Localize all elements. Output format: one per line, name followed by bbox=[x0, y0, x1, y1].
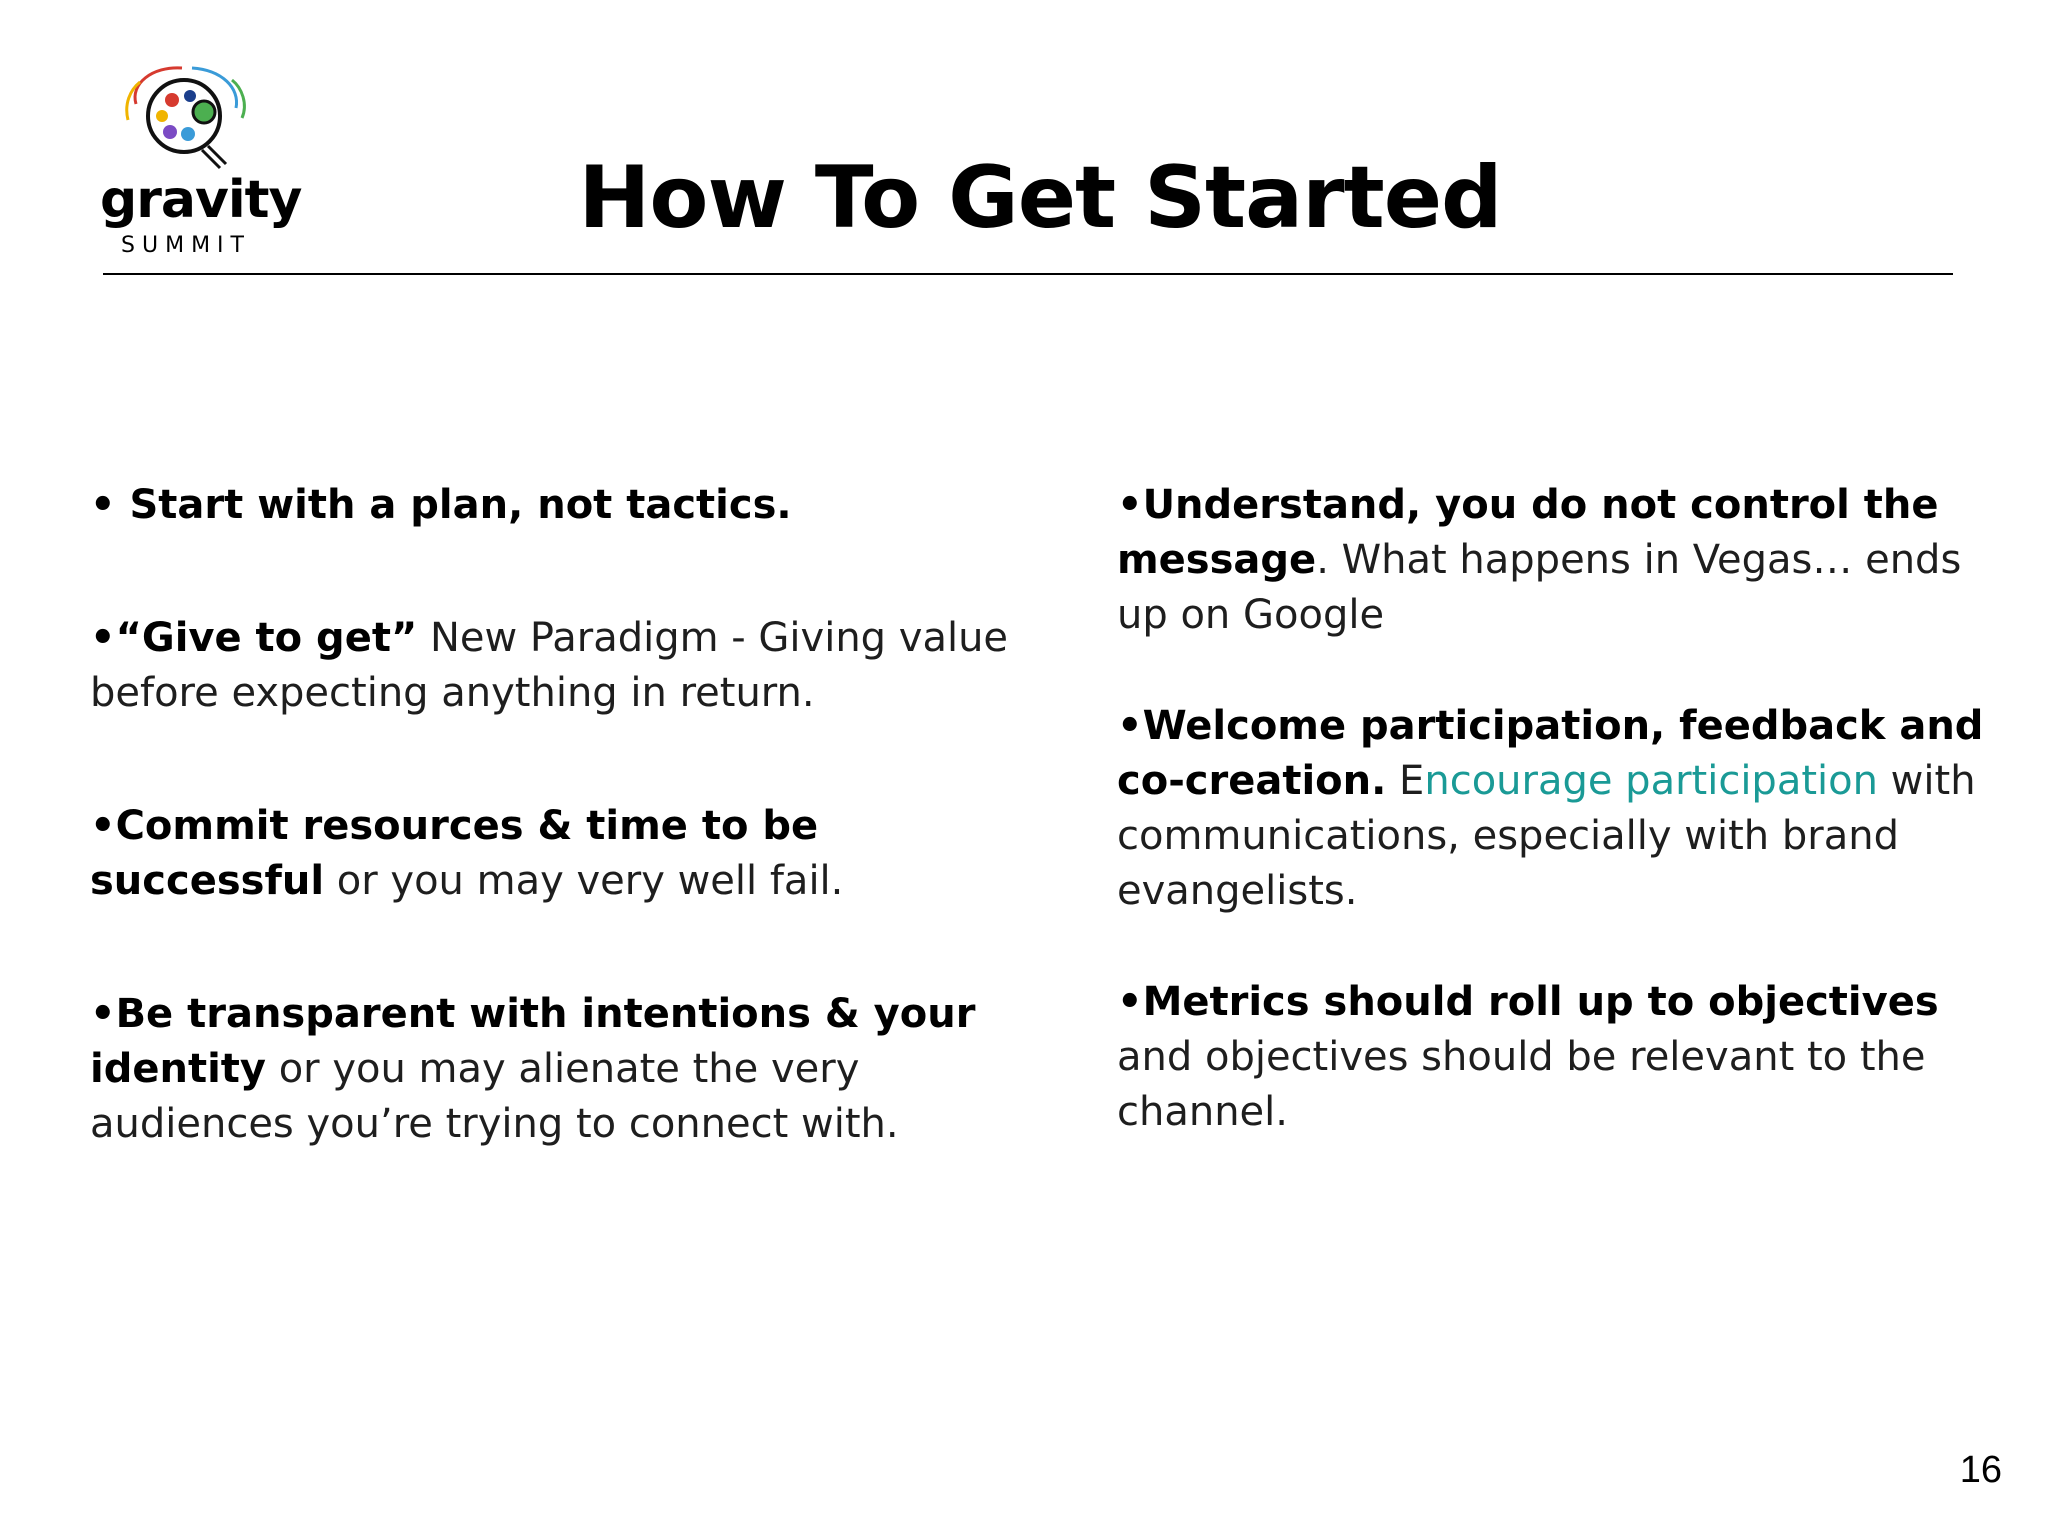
bullet-plan-bold: • Start with a plan, not tactics. bbox=[90, 482, 792, 528]
bullet-welcome-participation-accent: ncourage participation bbox=[1424, 758, 1878, 804]
bullet-understand-message-text: . What happens in Vegas… ends up on Google bbox=[1117, 537, 1962, 638]
bullet-give-to-get-bold: •“Give to get” bbox=[90, 615, 418, 661]
bullet-welcome-participation-bold: •Welcome participation, feedback and co-creation. bbox=[1117, 703, 1984, 804]
logo-wordmark: gravity bbox=[100, 170, 302, 230]
bullet-be-transparent-text: or you may alienate the very audiences you’re trying to connect with. bbox=[90, 1046, 899, 1147]
bullet-understand-message-bold: •Understand, you do not control the message bbox=[1117, 482, 1939, 583]
bullet-metrics-text: and objectives should be relevant to the channel. bbox=[1117, 1034, 1926, 1135]
logo-mark-icon bbox=[122, 64, 250, 176]
bullet-commit-resources-text: or you may very well fail. bbox=[324, 858, 844, 904]
title-divider bbox=[103, 273, 1953, 275]
bullet-plan bbox=[90, 478, 1050, 533]
left-column bbox=[90, 478, 1050, 1152]
page-number: 16 bbox=[1959, 1449, 2002, 1491]
slide-title: How To Get Started bbox=[578, 148, 1502, 248]
bullet-understand-message bbox=[1117, 478, 1997, 643]
logo-subtitle: SUMMIT bbox=[121, 233, 251, 258]
bullet-be-transparent bbox=[90, 987, 1050, 1152]
bullet-commit-resources-bold: •Commit resources & time to be successful bbox=[90, 803, 819, 904]
bullet-welcome-participation-text: with communications, especially with brand evangelists. bbox=[1117, 758, 1976, 914]
bullet-be-transparent-bold: •Be transparent with intentions & your identity bbox=[90, 991, 976, 1092]
bullet-welcome-participation-lead: E bbox=[1386, 758, 1425, 804]
bullet-welcome-participation bbox=[1117, 699, 1997, 919]
right-column bbox=[1117, 478, 1997, 1140]
gravity-summit-logo bbox=[100, 64, 302, 264]
bullet-commit-resources bbox=[90, 799, 1050, 909]
bullet-give-to-get-text: New Paradigm - Giving value before expecting anything in return. bbox=[90, 615, 1009, 716]
bullet-metrics-bold: •Metrics should roll up to objectives bbox=[1117, 979, 1939, 1025]
bullet-give-to-get bbox=[90, 611, 1050, 721]
bullet-metrics bbox=[1117, 975, 1997, 1140]
